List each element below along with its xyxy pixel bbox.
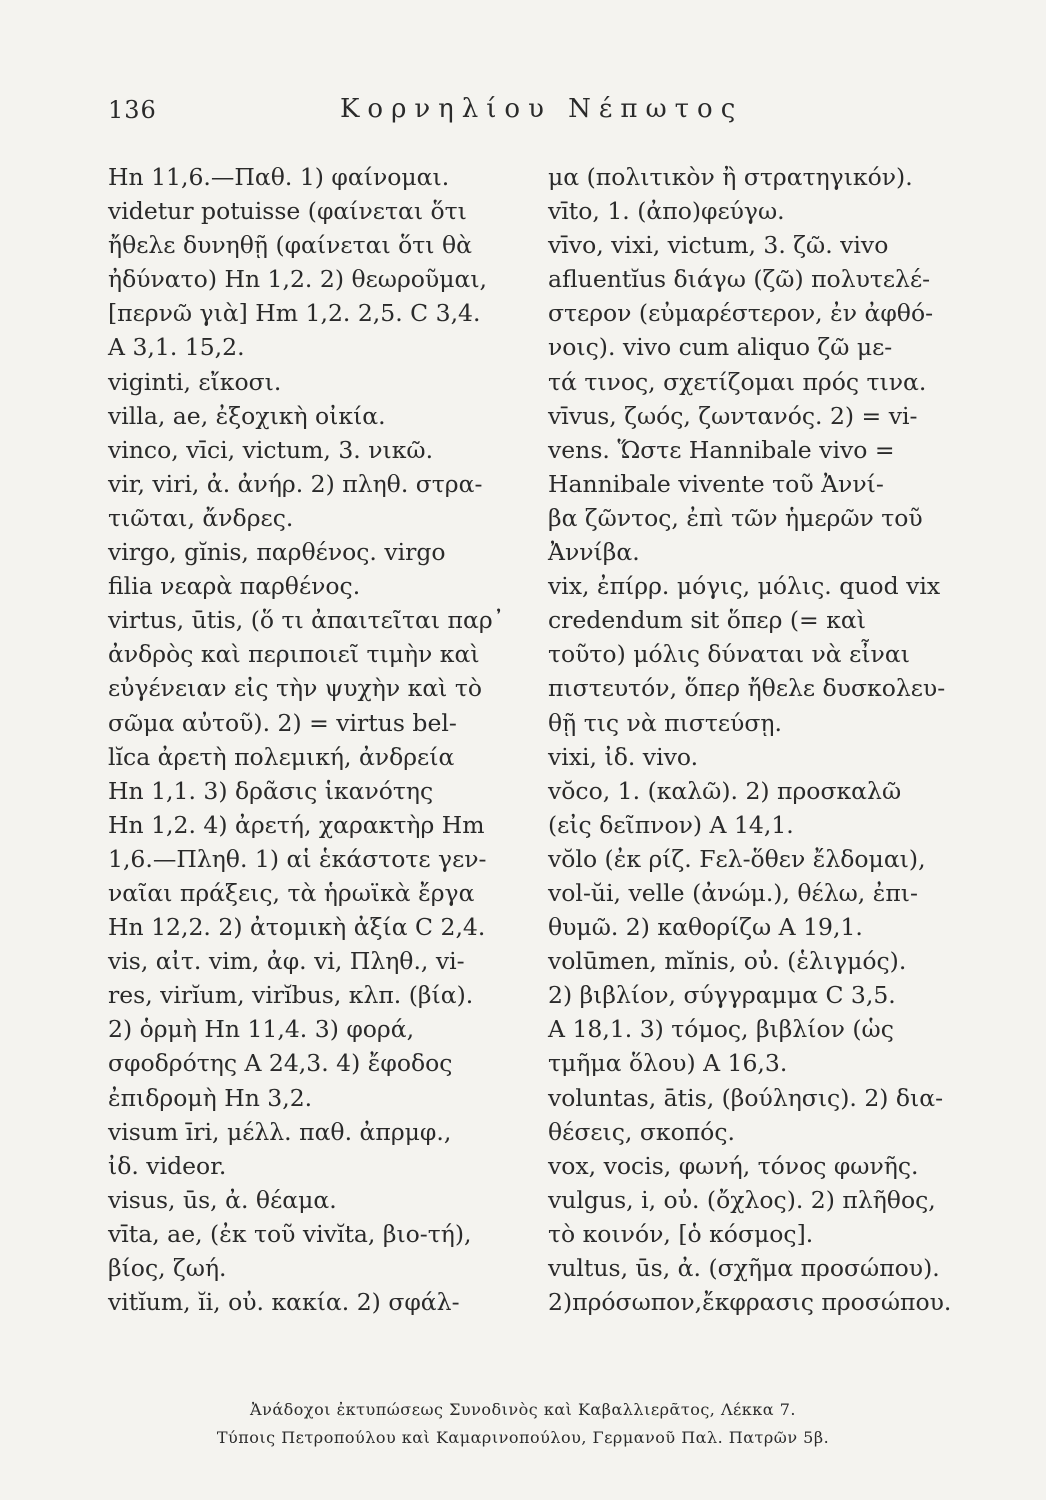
dictionary-line: A 18,1. 3) τόμος, βιβλίον (ὡς <box>548 1015 894 1044</box>
dictionary-line: [περνῶ γιὰ] Hm 1,2. 2,5. C 3,4. <box>108 299 481 328</box>
dictionary-line: vox, vocis, φωνή, τόνος φωνῆς. <box>548 1151 919 1180</box>
dictionary-line: Hn 1,1. 3) δρᾶσις ἱκανότης <box>108 776 434 805</box>
dictionary-line: vīta, ae, (ἐκ τοῦ vivĭta, βιο-τή), <box>108 1219 472 1248</box>
dictionary-line: vulgus, i, οὐ. (ὄχλος). 2) πλῆθος, <box>548 1185 936 1214</box>
dictionary-line: ἰδ. videor. <box>108 1151 227 1180</box>
dictionary-line: 1,6.—Πληθ. 1) αἱ ἑκάστοτε γεν- <box>108 844 487 873</box>
dictionary-line: viginti, εἴκοσι. <box>108 367 282 396</box>
dictionary-line: Hn 11,6.—Παθ. 1) φαίνομαι. <box>108 163 450 191</box>
dictionary-line: Hn 12,2. 2) ἀτομικὴ ἀξία C 2,4. <box>108 913 486 942</box>
dictionary-line: vīto, 1. (ἀπο)φεύγω. <box>548 197 785 226</box>
dictionary-line: εὐγένειαν εἰς τὴν ψυχὴν καὶ τὸ <box>108 674 483 703</box>
dictionary-line: visus, ūs, ἀ. θέαμα. <box>108 1185 337 1214</box>
dictionary-line: vīvo, vixi, victum, 3. ζῶ. vivo <box>548 231 889 260</box>
dictionary-line: ἐπιδρομὴ Hn 3,2. <box>108 1083 313 1112</box>
dictionary-line: 2) βιβλίον, σύγγραμμα C 3,5. <box>548 981 896 1010</box>
dictionary-line: μα (πολιτικὸν ἢ στρατηγικόν). <box>548 163 913 191</box>
page-number: 136 <box>108 96 157 124</box>
dictionary-line: credendum sit ὅπερ (= καὶ <box>548 606 866 635</box>
dictionary-line: lĭca ἀρετὴ πολεμική, ἀνδρεία <box>108 742 455 771</box>
dictionary-line: res, virĭum, virĭbus, κλπ. (βία). <box>108 981 474 1010</box>
right-column <box>548 160 968 1319</box>
dictionary-line: vir, viri, ἀ. ἀνήρ. 2) πληθ. στρα- <box>108 469 483 498</box>
dictionary-line: videtur potuisse (φαίνεται ὅτι <box>108 197 467 226</box>
dictionary-line: virgo, gĭnis, παρθένος. virgo <box>108 538 446 567</box>
dictionary-line: A 3,1. 15,2. <box>108 333 245 362</box>
dictionary-line: vens. Ὥστε Hannibale vivo = <box>548 435 895 464</box>
dictionary-line: virtus, ūtis, (ὅ τι ἀπαιτεῖται παρ᾽ <box>108 606 505 635</box>
dictionary-line: vinco, vīci, victum, 3. νικῶ. <box>108 435 434 464</box>
dictionary-line: θυμῶ. 2) καθορίζω A 19,1. <box>548 913 863 942</box>
dictionary-line: νοις). vivo cum aliquo ζῶ με- <box>548 333 893 362</box>
dictionary-line: 2) ὁρμὴ Hn 11,4. 3) φορά, <box>108 1015 415 1044</box>
dictionary-line: Ἀννίβα. <box>548 538 640 567</box>
dictionary-line: villa, ae, ἐξοχικὴ οἰκία. <box>108 401 386 430</box>
dictionary-line: σῶμα αὐτοῦ). 2) = virtus bel- <box>108 708 457 737</box>
dictionary-line: vīvus, ζωός, ζωντανός. 2) = vi- <box>548 401 918 430</box>
dictionary-line: θέσεις, σκοπός. <box>548 1117 735 1146</box>
dictionary-line: στερον (εὐμαρέστερον, ἐν ἀφθό- <box>548 299 934 328</box>
dictionary-line: ἠδύνατο) Hn 1,2. 2) θεωροῦμαι, <box>108 265 488 294</box>
dictionary-line: vixi, ἰδ. vivo. <box>548 742 699 771</box>
dictionary-line: ἀνδρὸς καὶ περιποιεῖ τιμὴν καὶ <box>108 640 480 669</box>
dictionary-line: filia νεαρὰ παρθένος. <box>108 572 361 601</box>
dictionary-line: βίος, ζωή. <box>108 1254 227 1282</box>
dictionary-line: afluentĭus διάγω (ζῶ) πολυτελέ- <box>548 265 931 294</box>
dictionary-line: ναῖαι πράξεις, τὰ ἡρωϊκὰ ἔργα <box>108 878 475 907</box>
dictionary-line: vix, ἐπίρρ. μόγις, μόλις. quod vix <box>548 572 941 601</box>
dictionary-line: voluntas, ātis, (βούλησις). 2) δια- <box>548 1083 944 1112</box>
dictionary-line: vitĭum, ĭi, οὐ. κακία. 2) σφάλ- <box>108 1288 460 1317</box>
dictionary-line: 2)πρόσωπον,ἔκφρασις προσώπου. <box>548 1288 952 1317</box>
left-column <box>108 160 540 1319</box>
dictionary-line: vŏco, 1. (καλῶ). 2) προσκαλῶ <box>548 776 902 805</box>
dictionary-line: τμῆμα ὅλου) A 16,3. <box>548 1049 788 1078</box>
dictionary-line: Hn 1,2. 4) ἀρετή, χαρακτὴρ Hm <box>108 810 485 839</box>
dictionary-line: ἤθελε δυνηθῇ (φαίνεται ὅτι θὰ <box>108 231 473 260</box>
running-title: Κορνηλίου Νέπωτος <box>340 94 744 124</box>
dictionary-line: θῇ τις νὰ πιστεύσῃ. <box>548 708 782 737</box>
dictionary-line: πιστευτόν, ὅπερ ἤθελε δυσκολευ- <box>548 674 946 703</box>
dictionary-line: visum īri, μέλλ. παθ. ἀπρμφ., <box>108 1117 452 1146</box>
dictionary-line: vol-ŭi, velle (ἀνώμ.), θέλω, ἐπι- <box>548 878 918 907</box>
dictionary-line: τοῦτο) μόλις δύναται νὰ εἶναι <box>548 640 910 669</box>
dictionary-line: τιῶται, ἄνδρες. <box>108 503 294 532</box>
dictionary-line: σφοδρότης A 24,3. 4) ἔφοδος <box>108 1049 453 1078</box>
dictionary-line: vŏlo (ἐκ ρίζ. Ϝελ-ὅθεν ἔλδομαι), <box>548 844 926 873</box>
dictionary-line: vis, αἰτ. vim, ἀφ. vi, Πληθ., vi- <box>108 947 465 976</box>
footer-printer: Τύποις Πετροπούλου καὶ Καμαρινοπούλου, Γερμανοῦ Παλ. Πατρῶν 5β. <box>216 1428 830 1447</box>
dictionary-line: βα ζῶντος, ἐπὶ τῶν ἡμερῶν τοῦ <box>548 503 923 532</box>
footer-publisher: Ἀνάδοχοι ἐκτυπώσεως Συνοδινὸς καὶ Καβαλλιερᾶτος, Λέκκα 7. <box>250 1400 796 1419</box>
dictionary-line: vultus, ūs, ἀ. (σχῆμα προσώπου). <box>548 1254 940 1282</box>
dictionary-line: Hannibale vivente τοῦ Ἀννί- <box>548 469 884 498</box>
dictionary-line: τὸ κοινόν, [ὁ κόσμος]. <box>548 1219 814 1248</box>
dictionary-line: (εἰς δεῖπνον) A 14,1. <box>548 810 794 839</box>
dictionary-line: volūmen, mĭnis, οὐ. (ἑλιγμός). <box>548 947 907 976</box>
dictionary-line: τά τινος, σχετίζομαι πρός τινα. <box>548 367 927 396</box>
